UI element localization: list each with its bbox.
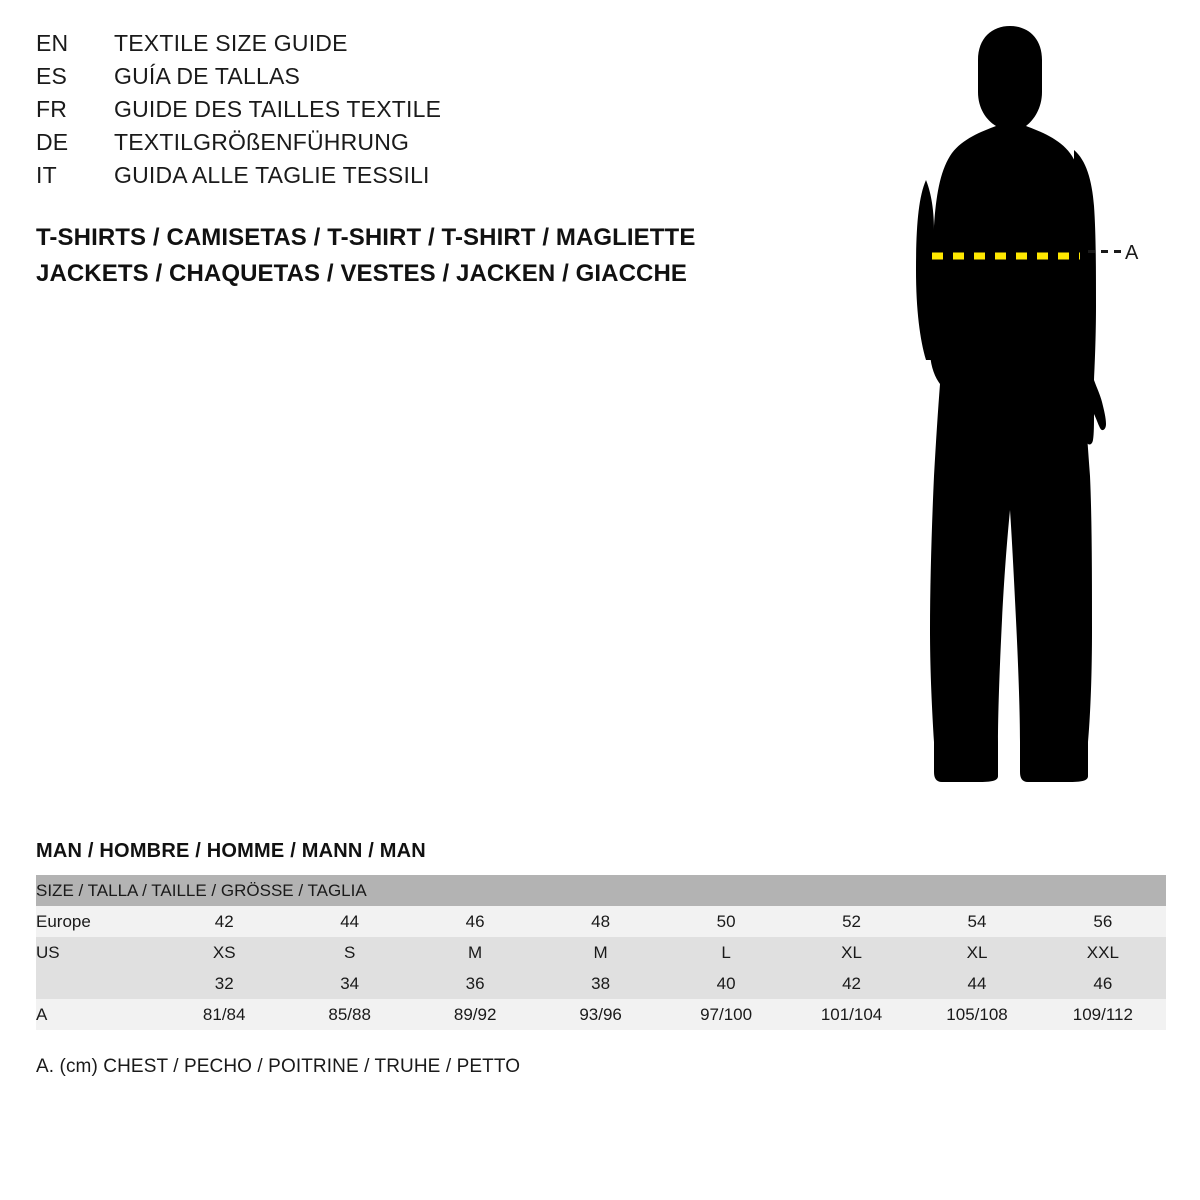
language-code: IT <box>36 162 57 188</box>
cell-europe-0: 42 <box>161 906 286 937</box>
garment-type-tshirts: T-SHIRTS / CAMISETAS / T-SHIRT / T-SHIRT / MAGLIETTE <box>36 224 696 251</box>
cell-a-7: 109/112 <box>1040 999 1166 1030</box>
language-title: GUIDE DES TAILLES TEXTILE <box>114 96 442 122</box>
cell-us-5: XL <box>789 937 914 968</box>
cell-numeric-2: 36 <box>412 968 537 999</box>
language-row <box>36 96 756 129</box>
cell-numeric-5: 42 <box>789 968 914 999</box>
cell-a-4: 97/100 <box>663 999 788 1030</box>
cell-a-3: 93/96 <box>538 999 663 1030</box>
cell-us-1: S <box>287 937 412 968</box>
cell-numeric-1: 34 <box>287 968 412 999</box>
garment-type-block <box>36 220 796 292</box>
table-row <box>36 937 1166 968</box>
language-row <box>36 162 756 195</box>
row-label-europe: Europe <box>36 906 161 937</box>
language-code: FR <box>36 96 68 122</box>
table-header-row <box>36 875 1166 906</box>
cell-a-1: 85/88 <box>287 999 412 1030</box>
table-header-label: SIZE / TALLA / TAILLE / GRÖSSE / TAGLIA <box>36 875 1166 906</box>
table-section-title: MAN / HOMBRE / HOMME / MANN / MAN <box>36 840 426 862</box>
cell-numeric-3: 38 <box>538 968 663 999</box>
size-table-section <box>36 840 1166 1078</box>
language-row <box>36 30 756 63</box>
cell-us-0: XS <box>161 937 286 968</box>
row-label-numeric <box>36 968 161 999</box>
cell-a-2: 89/92 <box>412 999 537 1030</box>
row-label-a: A <box>36 999 161 1030</box>
male-silhouette-icon <box>830 20 1170 790</box>
cell-numeric-7: 46 <box>1040 968 1166 999</box>
language-title: GUIDA ALLE TAGLIE TESSILI <box>114 162 430 188</box>
table-row <box>36 999 1166 1030</box>
size-table <box>36 875 1166 1030</box>
garment-type-jackets: JACKETS / CHAQUETAS / VESTES / JACKEN / GIACCHE <box>36 260 688 287</box>
language-row <box>36 129 756 162</box>
cell-a-6: 105/108 <box>914 999 1039 1030</box>
language-title: GUÍA DE TALLAS <box>114 63 301 89</box>
body-figure <box>830 20 1170 790</box>
cell-numeric-4: 40 <box>663 968 788 999</box>
language-header-block <box>36 30 756 195</box>
cell-us-7: XXL <box>1040 937 1166 968</box>
language-title: TEXTILGRÖßENFÜHRUNG <box>114 129 410 155</box>
table-row <box>36 968 1166 999</box>
row-label-us: US <box>36 937 161 968</box>
cell-us-6: XL <box>914 937 1039 968</box>
cell-us-3: M <box>538 937 663 968</box>
measure-label-a: A <box>1125 242 1139 264</box>
cell-numeric-6: 44 <box>914 968 1039 999</box>
cell-europe-2: 46 <box>412 906 537 937</box>
cell-us-4: L <box>663 937 788 968</box>
cell-europe-4: 50 <box>663 906 788 937</box>
table-footnote: A. (cm) CHEST / PECHO / POITRINE / TRUHE / PETTO <box>36 1056 521 1077</box>
measure-leader-dashes <box>1088 250 1122 253</box>
cell-a-0: 81/84 <box>161 999 286 1030</box>
language-row <box>36 63 756 96</box>
table-row <box>36 906 1166 937</box>
language-code: EN <box>36 30 69 56</box>
cell-europe-6: 54 <box>914 906 1039 937</box>
language-code: ES <box>36 63 68 89</box>
language-title: TEXTILE SIZE GUIDE <box>114 30 348 56</box>
cell-europe-1: 44 <box>287 906 412 937</box>
cell-us-2: M <box>412 937 537 968</box>
cell-europe-7: 56 <box>1040 906 1166 937</box>
cell-europe-5: 52 <box>789 906 914 937</box>
language-code: DE <box>36 129 69 155</box>
cell-a-5: 101/104 <box>789 999 914 1030</box>
cell-europe-3: 48 <box>538 906 663 937</box>
cell-numeric-0: 32 <box>161 968 286 999</box>
